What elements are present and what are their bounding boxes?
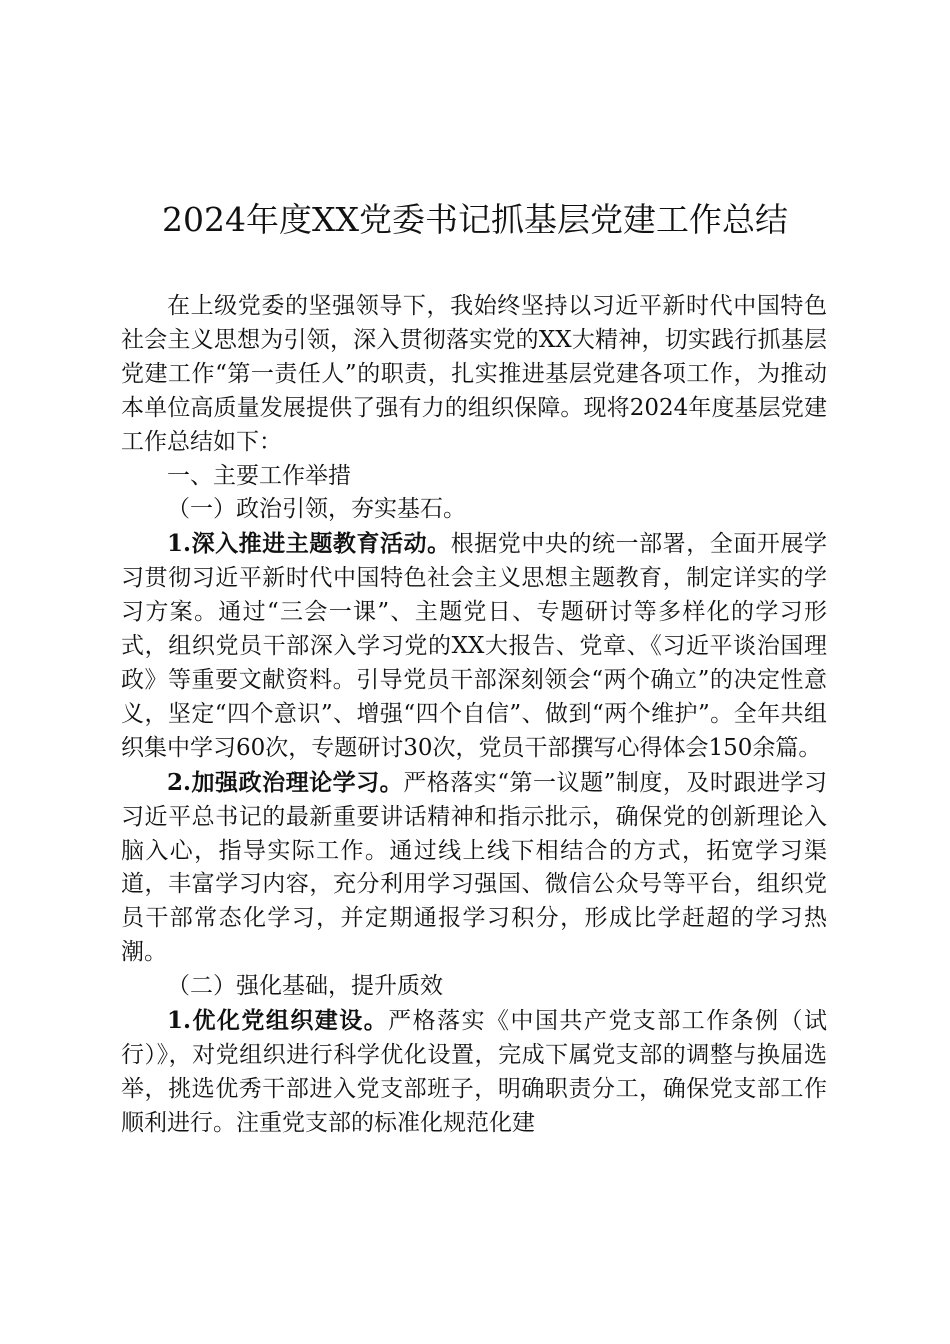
item-text-theory-study: 严格落实“第一议题”制度，及时跟进学习习近平总书记的最新重要讲话精神和指示批示，确保党的创新理论入脑入心，指导实际工作。通过线上线下相结合的方式，拓宽学习渠道，丰富学习内容，充分利用学习强国、微信公众号等平台，组织党员干部常态化学习，并定期通报学习积分，形成比学赶超的学习热潮。: [121, 769, 827, 966]
item-paragraph-party-organization: [121, 1004, 827, 1141]
item-text-party-organization: 严格落实《中国共产党支部工作条例（试行）》，对党组织进行科学优化设置，完成下属党支部的调整与换届选举，挑选优秀干部进入党支部班子，明确职责分工，确保党支部工作顺利进行。注重党支部的标准化规范化建: [121, 1008, 828, 1136]
subsection-heading-strengthen-foundation: （二）强化基础，提升质效: [167, 973, 443, 1000]
item-lead-theory-study: 2.加强政治理论学习。: [167, 768, 404, 796]
document-body: [121, 290, 827, 1141]
document-title: 2024年度XX党委书记抓基层党建工作总结: [162, 200, 788, 239]
item-lead-theme-education: 1.深入推进主题教育活动。: [167, 530, 451, 558]
item-lead-party-organization: 1.优化党组织建设。: [167, 1007, 389, 1035]
section-heading-main-measures: 一、主要工作举措: [167, 462, 351, 489]
item-text-theme-education: 根据党中央的统一部署，全面开展学习贯彻习近平新时代中国特色社会主义思想主题教育，制定详实的学习方案。通过“三会一课”、主题党日、专题研讨等多样化的学习形式，组织党员干部深入学习党的XX大报告、党章、《习近平谈治国理政》等重要文献资料。引导党员干部深刻领会“两个确立”的决定性意义，坚定“四个意识”、增强“四个自信”、做到“两个维护”。全年共组织集中学习60次，专题研讨30次，党员干部撰写心得体会150余篇。: [121, 531, 827, 761]
subsection-heading-political-guidance: （一）政治引领，夯实基石。: [167, 496, 466, 523]
item-paragraph-theory-study: [121, 766, 827, 970]
intro-paragraph: 在上级党委的坚强领导下，我始终坚持以习近平新时代中国特色社会主义思想为引领，深入贯彻落实党的XX大精神，切实践行抓基层党建工作“第一责任人”的职责，扎实推进基层党建各项工作，为推动本单位高质量发展提供了强有力的组织保障。现将2024年度基层党建工作总结如下：: [121, 293, 827, 455]
item-paragraph-theme-education: [121, 527, 827, 765]
